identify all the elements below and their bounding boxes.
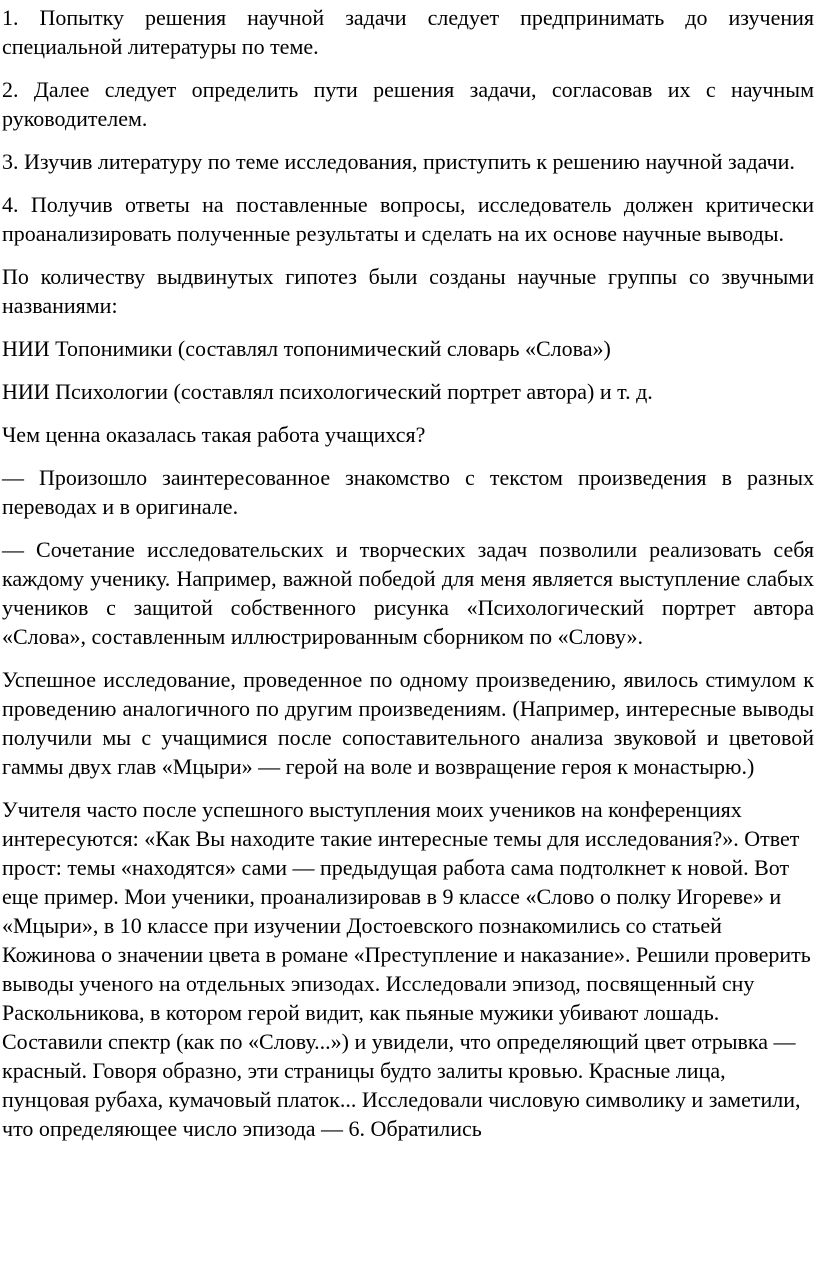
paragraph-answer-2: — Сочетание исследовательских и творческих задач позволили реализовать себя каждому ученику. Например, важной победой для меня является выступление слабых учеников с защитой собственного рисунка «Психологический портрет автора «Слова», составленным иллюстрированным сборником по «Слову». — [2, 537, 814, 649]
paragraph-research-groups: По количеству выдвинутых гипотез были созданы научные группы со звучными названиями: — [2, 264, 814, 318]
paragraph-question: Чем ценна оказалась такая работа учащихся? — [2, 422, 426, 447]
paragraph-teachers-question: Учителя часто после успешного выступления моих учеников на конференциях интересуются: «Как Вы находите такие интересные темы для исследования?». Ответ прост: темы «находятся» сами — предыдущая работа сама подтолкнет к новой. Вот еще пример. Мои ученики, проанализировав в 9 классе «Слово о полку Игореве» и «Мцыри», в 10 классе при изучении Достоевского познакомились со статьей Кожинова о значении цвета в романе «Преступление и наказание». Решили проверить выводы ученого на отдельных эпизодах. Исследовали эпизод, посвященный сну Раскольникова, в котором герой видит, как пьяные мужики убивают лошадь. Составили спектр (как по «Слову...») и увидели, что определяющий цвет отрывка — красный. Говоря образно, эти страницы будто залиты кровью. Красные лица, пунцовая рубаха, кумачовый платок... Исследовали числовую символику и заметили, что определяющее число эпизода — 6. Обратились — [2, 797, 811, 1141]
paragraph-successful-research: Успешное исследование, проведенное по одному произведению, явилось стимулом к проведению аналогичного по другим произведениям. (Например, интересные выводы получили мы с учащимися после сопоставительного анализа звуковой и цветовой гаммы двух глав «Мцыри» — герой на воле и возвращение героя к монастырю.) — [2, 667, 814, 779]
paragraph-answer-1: — Произошло заинтересованное знакомство с текстом произведения в разных переводах и в оригинале. — [2, 465, 814, 519]
paragraph-step-3: 3. Изучив литературу по теме исследования, приступить к решению научной задачи. — [2, 149, 795, 174]
paragraph-step-1: 1. Попытку решения научной задачи следует предпринимать до изучения специальной литературы по теме. — [2, 5, 814, 59]
paragraph-toponymy-institute: НИИ Топонимики (составлял топонимический словарь «Слова») — [2, 336, 611, 361]
paragraph-step-4: 4. Получив ответы на поставленные вопросы, исследователь должен критически проанализировать полученные результаты и сделать на их основе научные выводы. — [2, 192, 814, 246]
paragraph-psychology-institute: НИИ Психологии (составлял психологический портрет автора) и т. д. — [2, 379, 653, 404]
paragraph-step-2: 2. Далее следует определить пути решения задачи, согласовав их с научным руководителем. — [2, 77, 814, 131]
